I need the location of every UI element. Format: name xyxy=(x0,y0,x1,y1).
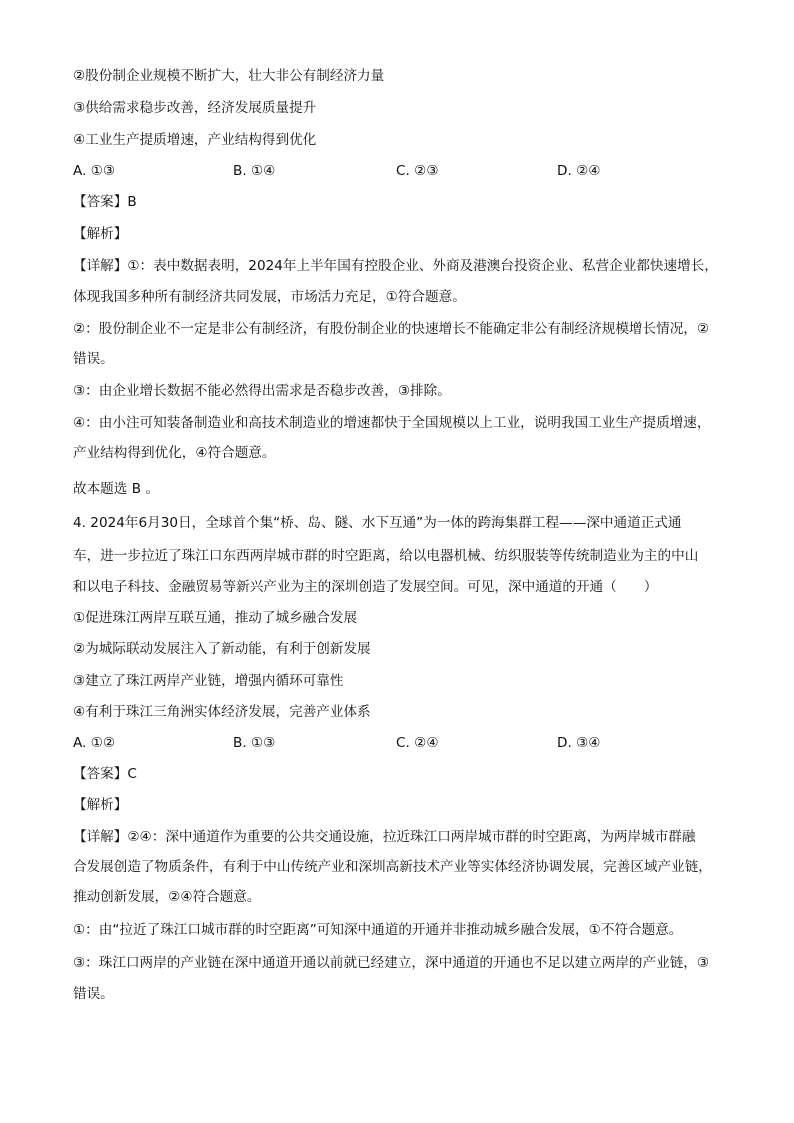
q4-statement-3: ③建立了珠江两岸产业链，增强内循环可靠性 xyxy=(73,673,344,689)
q4-analysis-label: 【解析】 xyxy=(73,797,128,813)
q4-option-d: D. ③④ xyxy=(557,735,601,751)
q3-detail-2b: 错误。 xyxy=(73,351,114,367)
q3-option-b: B. ①④ xyxy=(233,163,276,179)
q3-option-d: D. ②④ xyxy=(557,163,601,179)
q3-option-a: A. ①③ xyxy=(73,163,116,179)
q4-stem-line-1: 4. 2024年6月30日，全球首个集“桥、岛、隧、水下互通”为一体的跨海集群工程——深中通道正式通 xyxy=(73,515,682,531)
q3-statement-4: ④工业生产提质增速，产业结构得到优化 xyxy=(73,132,317,148)
q3-detail-4b: 产业结构得到优化，④符合题意。 xyxy=(73,445,276,461)
q3-detail-3: ③：由企业增长数据不能必然得出需求是否稳步改善，③排除。 xyxy=(73,383,451,399)
q4-statement-2: ②为城际联动发展注入了新动能，有利于创新发展 xyxy=(73,641,371,657)
q3-conclusion: 故本题选 B 。 xyxy=(73,481,159,497)
q4-detail-2: ①：由“拉近了珠江口城市群的时空距离”可知深中通道的开通并非推动城乡融合发展，①不符合题意。 xyxy=(73,922,683,938)
q3-detail-4a: ④：由小注可知装备制造业和高技术制造业的增速都快于全国规模以上工业，说明我国工业生产提质增速， xyxy=(73,415,711,431)
q3-analysis-label: 【解析】 xyxy=(73,226,128,242)
q3-detail-1b: 体现我国多种所有制经济共同发展，市场活力充足，①符合题意。 xyxy=(73,289,466,305)
q4-option-b: B. ①③ xyxy=(233,735,276,751)
q4-statement-4: ④有利于珠江三角洲实体经济发展，完善产业体系 xyxy=(73,704,371,720)
q4-stem-line-3: 和以电子科技、金融贸易等新兴产业为主的深圳创造了发展空间。可见，深中通道的开通（ ） xyxy=(73,579,658,595)
q4-statement-1: ①促进珠江两岸互联互通，推动了城乡融合发展 xyxy=(73,610,358,626)
q4-option-c: C. ②④ xyxy=(396,735,439,751)
q3-statement-3: ③供给需求稳步改善，经济发展质量提升 xyxy=(73,100,317,116)
q3-statement-2: ②股份制企业规模不断扩大，壮大非公有制经济力量 xyxy=(73,68,385,84)
q3-detail-1a: 【详解】①：表中数据表明，2024年上半年国有控股企业、外商及港澳台投资企业、私营企业都快速增长， xyxy=(73,258,718,274)
q4-detail-3b: 错误。 xyxy=(73,986,114,1002)
q3-option-c: C. ②③ xyxy=(396,163,439,179)
q4-detail-1a: 【详解】②④：深中通道作为重要的公共交通设施，拉近珠江口两岸城市群的时空距离，为两岸城市群融 xyxy=(73,829,696,845)
q3-answer: 【答案】B xyxy=(73,194,137,210)
q4-detail-3a: ③：珠江口两岸的产业链在深中通道开通以前就已经建立，深中通道的开通也不足以建立两岸的产业链，③ xyxy=(73,955,710,971)
q3-detail-2a: ②：股份制企业不一定是非公有制经济，有股份制企业的快速增长不能确定非公有制经济规模增长情况，② xyxy=(73,321,710,337)
q4-stem-line-2: 车，进一步拉近了珠江口东西两岸城市群的时空距离，给以电器机械、纺织服装等传统制造业为主的中山 xyxy=(73,548,699,564)
q4-detail-1b: 合发展创造了物质条件，有利于中山传统产业和深圳高新技术产业等实体经济协调发展，完善区域产业链， xyxy=(73,859,712,875)
q4-detail-1c: 推动创新发展，②④符合题意。 xyxy=(73,889,261,905)
q4-option-a: A. ①② xyxy=(73,735,116,751)
q4-answer: 【答案】C xyxy=(73,766,137,782)
